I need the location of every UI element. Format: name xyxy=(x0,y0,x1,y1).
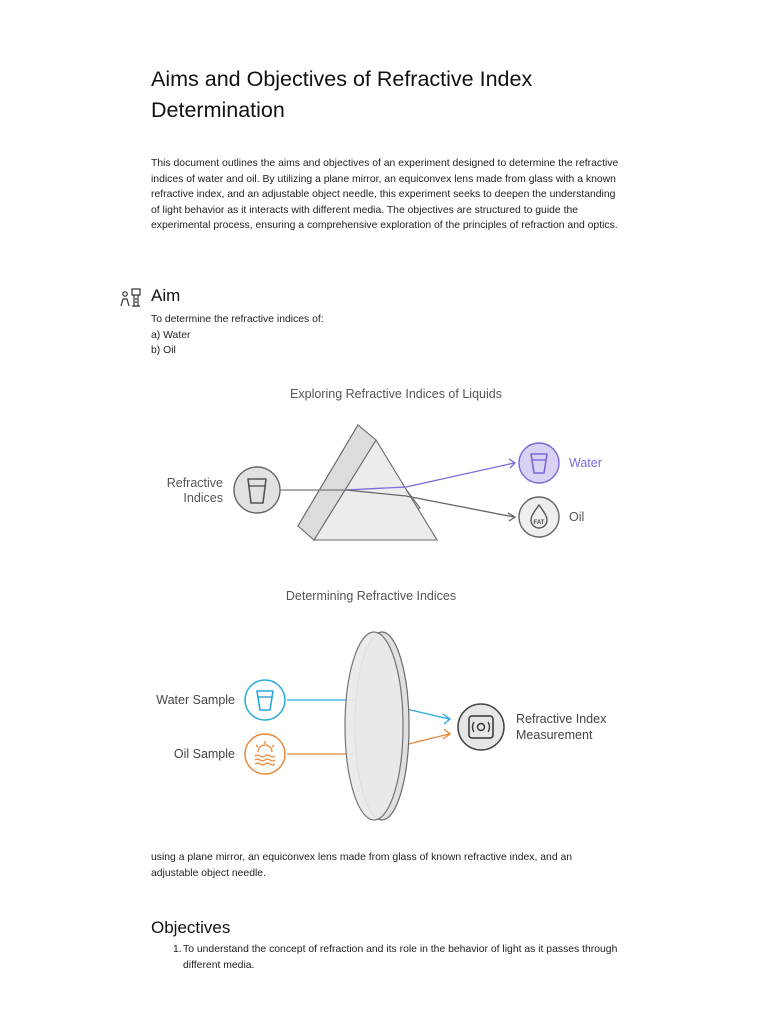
output-label-oil: Oil xyxy=(569,510,585,524)
prism-diagram-title: Exploring Refractive Indices of Liquids xyxy=(290,387,502,401)
output-label-measurement: Measurement xyxy=(516,728,593,742)
list-text: To understand the concept of refraction and its role in the behavior of light as it passes through different media. xyxy=(183,944,618,971)
aim-heading: Aim xyxy=(151,286,181,305)
output-label-measurement: Refractive Index xyxy=(516,712,607,726)
input-label-water: Water Sample xyxy=(156,693,235,707)
list-number: 1. xyxy=(173,944,182,955)
aim-line: To determine the refractive indices of: xyxy=(151,314,324,325)
equiconvex-lens xyxy=(345,632,409,820)
usage-paragraph: using a plane mirror, an equiconvex lens made from glass of known refractive index, and an adjustable object needle. xyxy=(151,852,573,879)
lens-diagram-title: Determining Refractive Indices xyxy=(285,589,457,603)
list-item xyxy=(151,942,621,973)
aim-line: b) Oil xyxy=(151,345,176,357)
water-sample-icon xyxy=(245,680,285,720)
intro-paragraph: This document outlines the aims and objectives of an experiment designed to determine the refractive indices of water and oil. By utilizing a plane mirror, an equiconvex lens made from glass with a known refractive index, and an adjustable object needle, this experiment seeks to deepen the understanding of light behavior as it interacts with different media. The objectives are structured to guide the experimental process, ensuring a comprehensive exploration of the principles of refraction and optics. xyxy=(151,158,619,232)
objectives-heading: Objectives xyxy=(151,918,231,937)
output-label-water: Water xyxy=(569,456,602,470)
objectives-list xyxy=(151,942,621,973)
sun-waves-icon xyxy=(245,734,285,774)
page-title: Aims and Objectives of Refractive Index Determination xyxy=(151,67,533,122)
source-label: Refractive xyxy=(166,476,223,490)
aim-line: a) Water xyxy=(151,329,191,341)
input-label-oil: Oil Sample xyxy=(173,747,235,761)
svg-text:FAT: FAT xyxy=(533,520,545,526)
measurement-icon xyxy=(458,704,504,750)
source-label: Indices xyxy=(183,491,223,505)
